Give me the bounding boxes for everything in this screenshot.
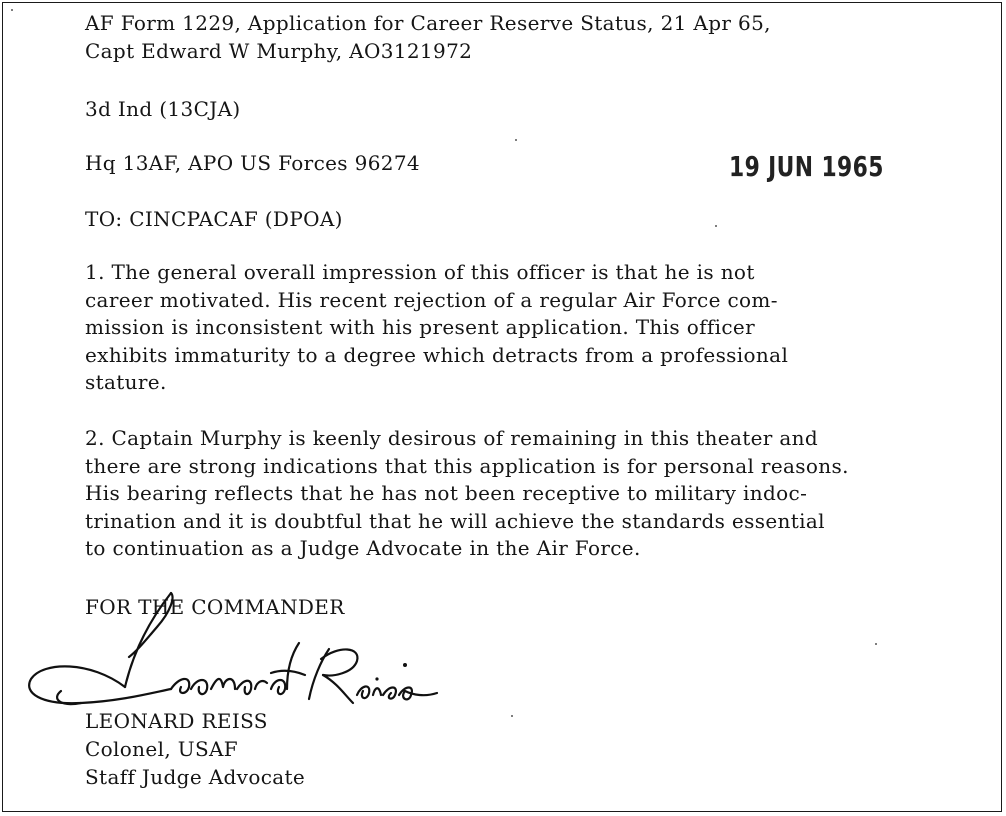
scan-speck xyxy=(875,643,877,645)
paragraph-1 xyxy=(85,259,788,397)
subject-line-1: AF Form 1229, Application for Career Reserve Status, 21 Apr 65, xyxy=(85,11,771,35)
date-stamp: 19 JUN 1965 xyxy=(729,150,884,183)
headquarters-address: Hq 13AF, APO US Forces 96274 xyxy=(85,151,421,175)
scan-speck xyxy=(511,715,513,717)
addressee-line: TO: CINCPACAF (DPOA) xyxy=(85,207,343,231)
paragraph-1-line: mission is inconsistent with his present application. This officer xyxy=(85,315,756,339)
scan-speck xyxy=(515,139,517,141)
paragraph-2-line: trination and it is doubtful that he will achieve the standards essential xyxy=(85,508,825,533)
subject-line-2: Capt Edward W Murphy, AO3121972 xyxy=(85,39,473,63)
indorsement-number: 3d Ind (13CJA) xyxy=(85,97,241,121)
paragraph-2-line: His bearing reflects that he has not been receptive to military indoc- xyxy=(85,481,808,505)
paragraph-2-line: there are strong indications that this application is for personal reasons. xyxy=(85,453,849,478)
paragraph-2-line: to continuation as a Judge Advocate in the Air Force. xyxy=(85,536,641,560)
signatory-title: Staff Judge Advocate xyxy=(85,765,306,789)
closing-line: FOR THE COMMANDER xyxy=(85,595,345,619)
paragraph-1-line: 1. The general overall impression of this officer is that he is not xyxy=(85,260,755,284)
paragraph-2-line: 2. Captain Murphy is keenly desirous of remaining in this theater and xyxy=(85,426,819,450)
paragraph-1-line: exhibits immaturity to a degree which detracts from a professional xyxy=(85,342,789,367)
signatory-rank: Colonel, USAF xyxy=(85,737,239,761)
signatory-name: LEONARD REISS xyxy=(85,709,268,733)
paragraph-2 xyxy=(85,425,849,563)
scan-speck xyxy=(11,9,13,11)
paragraph-1-line: stature. xyxy=(85,370,167,394)
paragraph-1-line: career motivated. His recent rejection of a regular Air Force com- xyxy=(85,287,778,312)
document-page xyxy=(2,2,1002,812)
scan-speck xyxy=(715,225,717,227)
